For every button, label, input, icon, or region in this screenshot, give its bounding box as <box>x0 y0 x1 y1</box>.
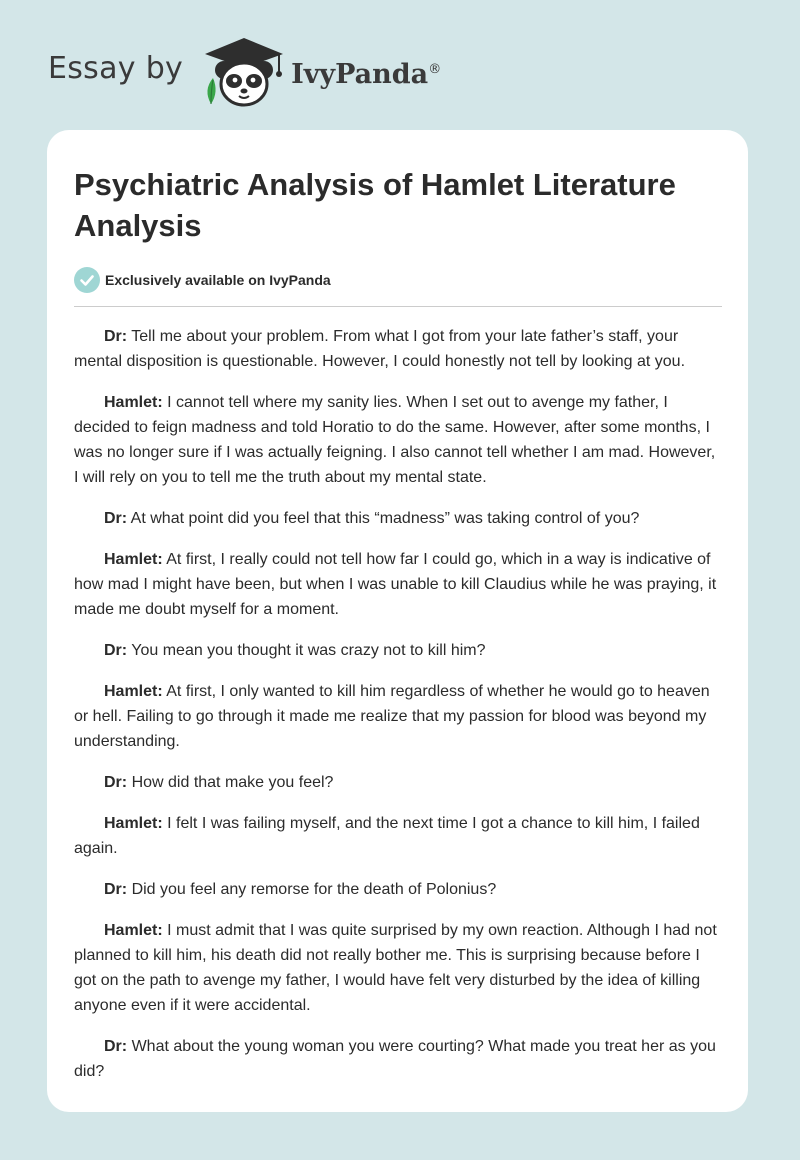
speaker-label: Hamlet: <box>104 683 163 700</box>
essay-body <box>74 324 722 1084</box>
speaker-label: Hamlet: <box>104 394 163 411</box>
dialogue-text: I felt I was failing myself, and the next time I got a chance to kill him, I failed again. <box>74 815 700 857</box>
dialogue-paragraph <box>74 547 722 622</box>
speaker-label: Hamlet: <box>104 815 163 832</box>
essay-card <box>47 130 748 1112</box>
speaker-label: Dr: <box>104 642 128 659</box>
speaker-label: Dr: <box>104 328 128 345</box>
speaker-label: Dr: <box>104 1038 128 1055</box>
speaker-label: Dr: <box>104 510 128 527</box>
dialogue-text: I cannot tell where my sanity lies. When I set out to avenge my father, I decided to feign madness and told Horatio to do the same. However, after some months, I was no longer sure if I was actually feigning. I also cannot tell whether I am mad. However, I will rely on you to tell me the truth about my mental state. <box>74 394 716 486</box>
dialogue-paragraph <box>74 679 722 754</box>
speaker-label: Hamlet: <box>104 922 163 939</box>
dialogue-text: At first, I really could not tell how far I could go, which in a way is indicative of how mad I might have been, but when I was unable to kill Claudius while he was praying, it made me doubt myself for a moment. <box>74 551 717 618</box>
dialogue-paragraph <box>74 811 722 861</box>
dialogue-text: You mean you thought it was crazy not to kill him? <box>131 642 486 659</box>
check-circle-icon <box>74 267 100 293</box>
dialogue-text: Did you feel any remorse for the death of Polonius? <box>131 881 497 898</box>
dialogue-paragraph <box>74 877 722 902</box>
dialogue-text: How did that make you feel? <box>131 774 334 791</box>
panda-graduate-icon <box>199 34 289 110</box>
speaker-label: Hamlet: <box>104 551 163 568</box>
dialogue-text: I must admit that I was quite surprised by my own reaction. Although I had not planned to kill him, his death did not really bother me. This is surprising because before I got on the path to avenge my father, I would have felt very disturbed by the idea of killing anyone even if it were accidental. <box>74 922 717 1014</box>
registered-mark: ® <box>428 61 442 77</box>
dialogue-paragraph <box>74 390 722 490</box>
dialogue-paragraph <box>74 506 722 531</box>
dialogue-paragraph <box>74 324 722 374</box>
page-title: Psychiatric Analysis of Hamlet Literature Analysis <box>74 167 676 243</box>
dialogue-paragraph <box>74 918 722 1018</box>
dialogue-text: Tell me about your problem. From what I got from your late father’s staff, your mental disposition is questionable. However, I could honestly not tell by looking at you. <box>74 328 686 370</box>
brand-name: IvyPanda® <box>291 58 442 90</box>
brand-prefix: Essay by <box>48 50 184 86</box>
exclusive-badge <box>74 267 722 293</box>
exclusive-label: Exclusively available on IvyPanda <box>105 272 331 288</box>
speaker-label: Dr: <box>104 881 128 898</box>
dialogue-paragraph <box>74 770 722 795</box>
dialogue-text: At first, I only wanted to kill him regardless of whether he would go to heaven or hell. Failing to go through it made me realize that my passion for blood was beyond my understanding. <box>74 683 710 750</box>
dialogue-text: At what point did you feel that this “madness” was taking control of you? <box>130 510 640 527</box>
dialogue-paragraph <box>74 1034 722 1084</box>
brand-header[interactable] <box>48 34 441 110</box>
speaker-label: Dr: <box>104 774 128 791</box>
dialogue-text: What about the young woman you were courting? What made you treat her as you did? <box>74 1038 716 1080</box>
dialogue-paragraph <box>74 638 722 663</box>
divider <box>74 306 722 307</box>
